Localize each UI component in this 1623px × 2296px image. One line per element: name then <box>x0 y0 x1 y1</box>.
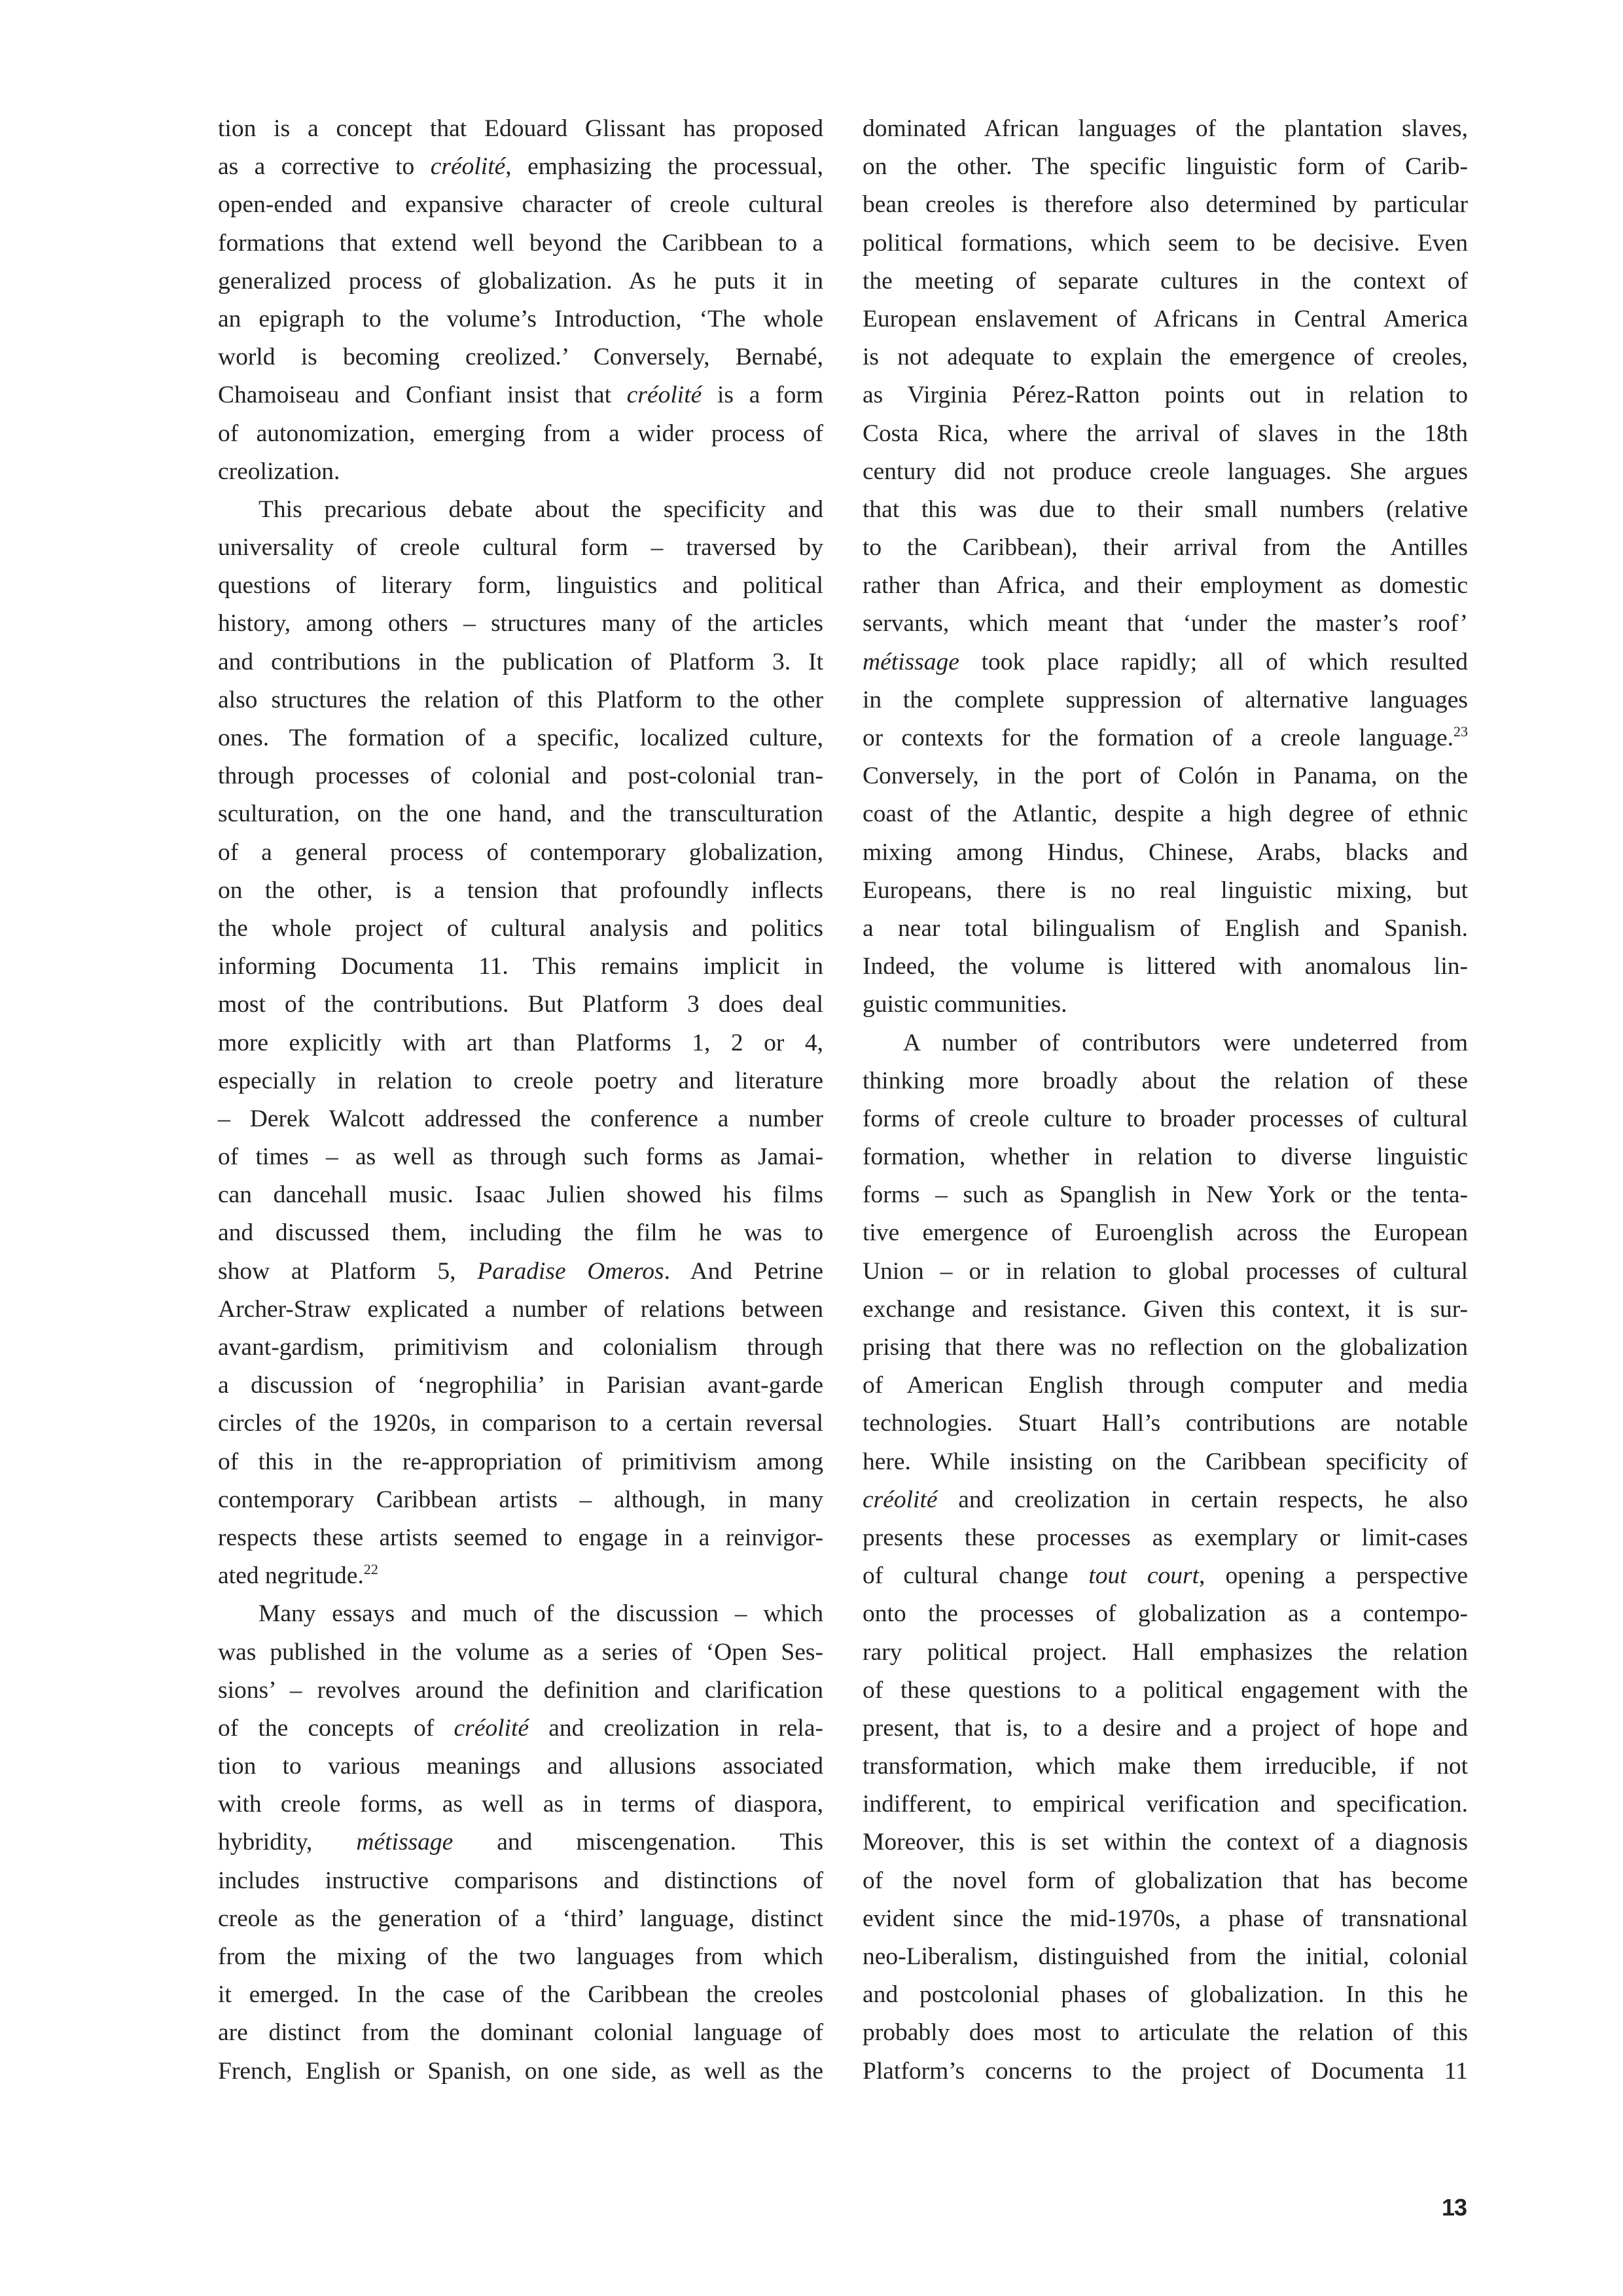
text-run: that this was due to their small numbers (relative <box>863 495 1468 523</box>
text-line <box>863 1672 1468 1710</box>
text-run: Costa Rica, where the arrival of slaves in the 18th <box>863 420 1468 447</box>
text-run: respects these artists seemed to engage in a reinvigor- <box>218 1524 823 1551</box>
text-run: political formations, which seem to be decisive. Even <box>863 229 1468 257</box>
text-line <box>218 1710 823 1748</box>
text-line <box>863 453 1468 491</box>
text-run: of these questions to a political engagement with the <box>863 1676 1468 1704</box>
text-line <box>863 1405 1468 1443</box>
text-line <box>863 795 1468 833</box>
text-run: history, among others – structures many of the articles <box>218 610 823 637</box>
text-line <box>863 719 1468 757</box>
text-run: in the complete suppression of alternative languages <box>863 686 1468 713</box>
text-run: onto the processes of globalization as a contempo- <box>863 1600 1468 1628</box>
text-line <box>863 1214 1468 1252</box>
text-line <box>218 1519 823 1557</box>
text-line <box>218 1557 823 1595</box>
text-run: Indeed, the volume is littered with anomalous lin- <box>863 953 1468 980</box>
text-run: coast of the Atlantic, despite a high degree of ethnic <box>863 800 1468 828</box>
text-line <box>218 1862 823 1900</box>
text-column-left <box>218 110 823 2090</box>
text-line <box>863 491 1468 529</box>
text-run: most of the contributions. But Platform 3 does deal <box>218 991 823 1018</box>
text-run: prising that there was no reflection on the globalization <box>863 1334 1468 1361</box>
text-run: questions of literary form, linguistics and political <box>218 572 823 600</box>
text-run: a discussion of ‘negrophilia’ in Parisian avant-garde <box>218 1372 823 1399</box>
text-line <box>863 300 1468 338</box>
text-run: technologies. Stuart Hall’s contributions are notable <box>863 1410 1468 1437</box>
text-run: open-ended and expansive character of creole cultural <box>218 191 823 219</box>
text-line <box>218 2014 823 2052</box>
text-line <box>863 1976 1468 2014</box>
text-line <box>863 1291 1468 1329</box>
text-line <box>863 1900 1468 1938</box>
text-run: of cultural change <box>863 1562 1089 1590</box>
text-run: European enslavement of Africans in Central America <box>863 305 1468 332</box>
text-line <box>863 415 1468 453</box>
text-run: to the Caribbean), their arrival from the Antilles <box>863 534 1468 562</box>
text-line <box>863 986 1468 1024</box>
text-line <box>218 795 823 833</box>
text-run: and postcolonial phases of globalization. In this he <box>863 1981 1468 2009</box>
text-run: tive emergence of Euroenglish across the European <box>863 1219 1468 1247</box>
text-line <box>218 872 823 910</box>
text-line <box>863 224 1468 262</box>
text-line <box>863 910 1468 948</box>
text-run: forms – such as Spanglish in New York or the tenta- <box>863 1181 1468 1209</box>
text-run: and discussed them, including the film he was to <box>218 1219 823 1247</box>
text-line <box>218 1634 823 1672</box>
text-run: are distinct from the dominant colonial language of <box>218 2019 823 2047</box>
text-line <box>218 529 823 567</box>
text-run: here. While insisting on the Caribbean specificity of <box>863 1448 1468 1475</box>
text-run: was published in the volume as a series of ‘Open Ses- <box>218 1638 823 1666</box>
text-line <box>218 1938 823 1976</box>
text-line <box>863 605 1468 643</box>
text-run: a near total bilingualism of English and Spanish. <box>863 914 1468 942</box>
text-run: thinking more broadly about the relation of these <box>863 1067 1468 1094</box>
text-line <box>863 1367 1468 1405</box>
text-run: of times – as well as through such forms as Jamai- <box>218 1143 823 1171</box>
text-run: creole as the generation of a ‘third’ language, distinct <box>218 1905 823 1932</box>
text-run: Conversely, in the port of Colón in Panama, on the <box>863 762 1468 790</box>
text-line <box>218 186 823 224</box>
text-run: neo-Liberalism, distinguished from the initial, colonial <box>863 1943 1468 1970</box>
text-line <box>863 872 1468 910</box>
text-line <box>218 2053 823 2090</box>
italic-term: créolité <box>454 1714 529 1742</box>
text-line <box>218 1595 823 1633</box>
text-run: and creolization in certain respects, he also <box>937 1486 1468 1513</box>
text-line <box>863 1100 1468 1138</box>
text-run: Archer-Straw explicated a number of relations between <box>218 1295 823 1323</box>
text-run: tion to various meanings and allusions associated <box>218 1753 823 1780</box>
text-line <box>218 681 823 719</box>
text-line <box>218 643 823 681</box>
text-run: the meeting of separate cultures in the context of <box>863 267 1468 295</box>
text-run: as Virginia Pérez-Ratton points out in relation to <box>863 382 1468 409</box>
text-run: the whole project of cultural analysis and politics <box>218 914 823 942</box>
text-line <box>218 110 823 148</box>
text-run: Platform’s concerns to the project of Documenta 11 <box>863 2057 1468 2085</box>
text-line <box>218 1253 823 1291</box>
text-run: generalized process of globalization. As he puts it in <box>218 267 823 295</box>
text-line <box>218 338 823 376</box>
text-run: includes instructive comparisons and distinctions of <box>218 1867 823 1894</box>
text-line <box>863 186 1468 224</box>
text-line <box>218 1405 823 1443</box>
text-line <box>218 1823 823 1861</box>
text-run: , opening a perspective <box>1199 1562 1469 1590</box>
text-line <box>863 1176 1468 1214</box>
text-line <box>863 2053 1468 2090</box>
text-line <box>218 1976 823 2014</box>
text-line <box>863 1557 1468 1595</box>
text-run: mixing among Hindus, Chinese, Arabs, blacks and <box>863 838 1468 866</box>
text-line <box>863 262 1468 300</box>
text-line <box>218 1748 823 1785</box>
text-line <box>863 1062 1468 1100</box>
text-run: dominated African languages of the plantation slaves, <box>863 115 1468 142</box>
text-line <box>863 1024 1468 1062</box>
text-run: – Derek Walcott addressed the conference a number <box>218 1105 823 1132</box>
text-run: Many essays and much of the discussion – which <box>259 1600 823 1628</box>
text-run: contemporary Caribbean artists – although, in many <box>218 1486 823 1513</box>
text-run: sculturation, on the one hand, and the transculturation <box>218 800 823 828</box>
text-run: especially in relation to creole poetry and literature <box>218 1067 823 1094</box>
text-run: or contexts for the formation of a creole language. <box>863 725 1454 751</box>
text-run: creolization. <box>218 457 340 485</box>
text-run: French, English or Spanish, on one side, as well as the <box>218 2057 823 2085</box>
text-run: presents these processes as exemplary or limit-cases <box>863 1524 1468 1551</box>
text-run: . And Petrine <box>664 1257 823 1285</box>
text-line <box>863 1938 1468 1976</box>
text-line <box>863 376 1468 414</box>
text-line <box>218 834 823 872</box>
text-line <box>863 757 1468 795</box>
text-line <box>218 986 823 1024</box>
text-line <box>218 1672 823 1710</box>
text-line <box>863 148 1468 186</box>
text-run: circles of the 1920s, in comparison to a certain reversal <box>218 1410 823 1437</box>
text-line <box>218 1176 823 1214</box>
text-run: of American English through computer and media <box>863 1372 1468 1399</box>
text-run: and miscengenation. This <box>453 1829 824 1856</box>
text-line <box>863 834 1468 872</box>
text-run: on the other, is a tension that profoundly inflects <box>218 876 823 904</box>
text-run: through processes of colonial and post-colonial tran- <box>218 762 823 790</box>
text-line <box>218 1481 823 1519</box>
text-line <box>218 1138 823 1176</box>
text-run: as a corrective to <box>218 153 431 181</box>
italic-term: métissage <box>863 648 959 675</box>
italic-term: métissage <box>356 1829 454 1856</box>
text-line <box>218 948 823 986</box>
text-run: bean creoles is therefore also determined by particular <box>863 191 1468 219</box>
text-run: servants, which meant that ‘under the master’s roof’ <box>863 610 1468 637</box>
text-run: tion is a concept that Edouard Glissant has proposed <box>218 115 823 142</box>
text-line <box>218 376 823 414</box>
italic-term: créolité <box>430 153 506 181</box>
text-line <box>863 1138 1468 1176</box>
text-run: forms of creole culture to broader processes of cultural <box>863 1105 1468 1132</box>
text-line <box>863 1329 1468 1367</box>
text-run: Europeans, there is no real linguistic mixing, but <box>863 876 1468 904</box>
text-run: an epigraph to the volume’s Introduction, ‘The whole <box>218 305 823 332</box>
text-run: Moreover, this is set within the context of a diagnosis <box>863 1829 1468 1856</box>
text-run: ated negritude. <box>218 1562 364 1590</box>
text-line <box>863 1595 1468 1633</box>
page-number: 13 <box>1442 2194 1467 2221</box>
text-line <box>218 1785 823 1823</box>
italic-term: tout court <box>1088 1562 1200 1590</box>
text-line <box>218 491 823 529</box>
text-run: show at Platform 5, <box>218 1257 478 1285</box>
text-run: with creole forms, as well as in terms of diaspora, <box>218 1791 823 1818</box>
text-run: from the mixing of the two languages from which <box>218 1943 823 1970</box>
text-line <box>863 643 1468 681</box>
text-run: ones. The formation of a specific, localized culture, <box>218 725 823 751</box>
text-line <box>863 110 1468 148</box>
text-run: also structures the relation of this Platform to the other <box>218 686 823 713</box>
text-run: it emerged. In the case of the Caribbean the creoles <box>218 1981 823 2009</box>
text-run: guistic communities. <box>863 991 1067 1018</box>
italic-term: Paradise Omeros <box>477 1257 664 1285</box>
text-line <box>863 2014 1468 2052</box>
text-line <box>863 567 1468 605</box>
text-run: hybridity, <box>218 1829 357 1856</box>
text-line <box>218 1100 823 1138</box>
text-run: , emphasizing the processual, <box>505 153 823 181</box>
italic-term: créolité <box>863 1486 938 1513</box>
text-line <box>218 148 823 186</box>
text-run: took place rapidly; all of which resulted <box>959 648 1468 675</box>
text-run: probably does most to articulate the relation of this <box>863 2019 1468 2047</box>
text-line <box>218 300 823 338</box>
text-run: indifferent, to empirical verification and specification. <box>863 1791 1468 1818</box>
text-line <box>863 948 1468 986</box>
text-run: more explicitly with art than Platforms 1, 2 or 4, <box>218 1029 823 1056</box>
text-run: A number of contributors were undeterred from <box>903 1029 1468 1056</box>
text-run: is not adequate to explain the emergence of creoles, <box>863 344 1468 371</box>
text-line <box>863 1748 1468 1785</box>
text-line <box>863 1634 1468 1672</box>
text-line <box>218 1062 823 1100</box>
text-run: and creolization in rela- <box>529 1714 823 1742</box>
text-line <box>863 681 1468 719</box>
text-run: of the concepts of <box>218 1714 454 1742</box>
text-run: can dancehall music. Isaac Julien showed his films <box>218 1181 823 1209</box>
text-run: present, that is, to a desire and a project of hope and <box>863 1714 1468 1742</box>
italic-term: créolité <box>626 382 702 409</box>
text-line <box>218 1367 823 1405</box>
text-run: exchange and resistance. Given this context, it is sur- <box>863 1295 1468 1323</box>
text-line <box>218 605 823 643</box>
text-line <box>218 719 823 757</box>
text-line <box>218 1291 823 1329</box>
text-line <box>218 567 823 605</box>
footnote-ref: 22 <box>363 1561 378 1578</box>
text-line <box>218 1024 823 1062</box>
text-run: century did not produce creole languages. She argues <box>863 457 1468 485</box>
text-line <box>218 910 823 948</box>
text-line <box>218 262 823 300</box>
text-run: universality of creole cultural form – traversed by <box>218 534 823 562</box>
text-line <box>863 1253 1468 1291</box>
text-column-right <box>863 110 1468 2090</box>
text-line <box>863 1481 1468 1519</box>
text-line <box>218 453 823 491</box>
footnote-ref: 23 <box>1454 723 1468 740</box>
text-line <box>218 1214 823 1252</box>
text-run: rather than Africa, and their employment as domestic <box>863 572 1468 600</box>
text-run: formation, whether in relation to diverse linguistic <box>863 1143 1468 1171</box>
text-run: evident since the mid-1970s, a phase of transnational <box>863 1905 1468 1932</box>
text-line <box>863 1862 1468 1900</box>
text-line <box>863 1519 1468 1557</box>
text-run: sions’ – revolves around the definition and clarification <box>218 1676 823 1704</box>
text-line <box>863 1710 1468 1748</box>
text-run: of autonomization, emerging from a wider process of <box>218 420 823 447</box>
text-line <box>863 1443 1468 1481</box>
text-line <box>863 1823 1468 1861</box>
text-line <box>218 224 823 262</box>
text-run: transformation, which make them irreducible, if not <box>863 1753 1468 1780</box>
text-run: informing Documenta 11. This remains implicit in <box>218 953 823 980</box>
text-run: of the novel form of globalization that has become <box>863 1867 1468 1894</box>
text-run: of a general process of contemporary globalization, <box>218 838 823 866</box>
text-run: avant-gardism, primitivism and colonialism through <box>218 1334 823 1361</box>
text-run: on the other. The specific linguistic form of Carib- <box>863 153 1468 181</box>
text-run: Chamoiseau and Confiant insist that <box>218 382 627 409</box>
text-run: rary political project. Hall emphasizes the relation <box>863 1638 1468 1666</box>
text-run: is a form <box>702 382 823 409</box>
text-line <box>218 1329 823 1367</box>
text-run: This precarious debate about the specificity and <box>259 495 823 523</box>
text-run: and contributions in the publication of Platform 3. It <box>218 648 823 675</box>
text-line <box>863 529 1468 567</box>
text-line <box>218 1443 823 1481</box>
text-line <box>218 757 823 795</box>
text-run: formations that extend well beyond the Caribbean to a <box>218 229 823 257</box>
text-line <box>863 338 1468 376</box>
text-line <box>863 1785 1468 1823</box>
text-run: Union – or in relation to global processes of cultural <box>863 1257 1468 1285</box>
text-run: of this in the re-appropriation of primitivism among <box>218 1448 823 1475</box>
text-run: world is becoming creolized.’ Conversely, Bernabé, <box>218 344 823 371</box>
text-line <box>218 415 823 453</box>
text-line <box>218 1900 823 1938</box>
